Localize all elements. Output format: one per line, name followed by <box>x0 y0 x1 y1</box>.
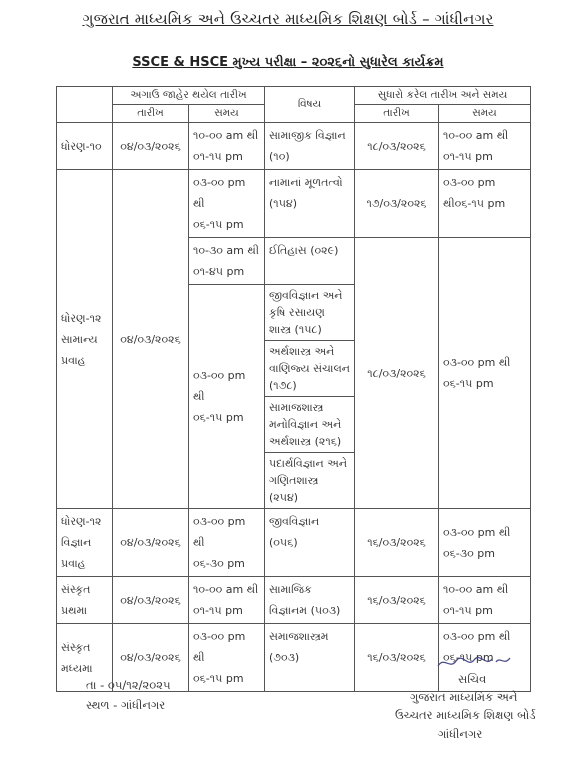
new-time-cell: ૧૦-૦૦ am થી ૦૧-૧૫ pm <box>439 577 531 624</box>
subject-entry: પદાર્થવિજ્ઞાન અને ગણિતશાસ્ત્ર (૨૫૪) <box>269 457 348 504</box>
old-time-cell: ૧૦-૩૦ am થી ૦૧-૪૫ pm <box>189 238 265 285</box>
header-new-group: સુધારો કરેલ તારીખ અને સમય <box>355 87 531 105</box>
issue-place: સ્થળ - ગાંધીનગર <box>86 698 166 712</box>
org-line-2: ઉચ્ચતર માધ્યમિક શિક્ષણ બોર્ડ <box>395 708 536 722</box>
standard-cell: સંસ્કૃત પ્રથમા <box>57 577 113 624</box>
header-old-group: અગાઉ જાહેર થયેલ તારીખ <box>113 87 265 105</box>
header-subject: વિષય <box>265 87 355 123</box>
header-new-date: તારીખ <box>355 105 439 123</box>
old-time-cell: ૧૦-૦૦ am થી ૦૧-૧૫ pm <box>189 577 265 624</box>
new-date-cell: ૧૮/૦૩/૨૦૨૬ <box>355 123 439 170</box>
old-date-cell: ૦૪/૦૩/૨૦૨૬ <box>113 577 189 624</box>
subject-entry: સામાજશાસ્ત્ર મનોવિજ્ઞાન અને અર્થશાસ્ત્ર (૨૧૬) <box>265 397 354 453</box>
subject-cell: જીવવિજ્ઞાન (૦૫૬) <box>265 509 355 577</box>
table-header-row <box>57 87 531 105</box>
old-date-cell: ૦૪/૦૩/૨૦૨૬ <box>113 624 189 692</box>
org-line-3: ગાંધીનગર <box>438 727 483 741</box>
table-row <box>57 509 531 577</box>
table-row <box>57 577 531 624</box>
subject-cell: સમાજશાસ્ત્રમ (૭૦૩) <box>265 624 355 692</box>
old-time-cell: ૦૩-૦૦ pm થી ૦૬-૧૫ pm <box>189 285 265 509</box>
subject-entry: જીવવિજ્ઞાન અને કૃષિ રસાયણ શાસ્ત્ર (૧૫૮) <box>265 285 354 341</box>
page-title: ગુજરાત માધ્યમિક અને ઉચ્ચતર માધ્યમિક શિક્ષણ બોર્ડ – ગાંધીનગર <box>82 10 494 28</box>
signer-title: સચિવ <box>458 672 487 686</box>
new-date-cell: ૧૬/૦૩/૨૦૨૬ <box>355 624 439 692</box>
org-line-1: ગુજરાત માધ્યમિક અને <box>410 690 518 704</box>
subject-cell <box>265 285 355 509</box>
subject-cell: ઈતિહાસ (૦૨૯) <box>265 238 355 285</box>
subject-cell: સામાજિક વિજ્ઞાનમ (૫૦૩) <box>265 577 355 624</box>
header-new-time: સમય <box>439 105 531 123</box>
new-date-cell: ૧૬/૦૩/૨૦૨૬ <box>355 509 439 577</box>
old-date-cell: ૦૪/૦૩/૨૦૨૬ <box>113 170 189 509</box>
old-time-cell: ૦૩-૦૦ pm થી ૦૬-૧૫ pm <box>189 170 265 238</box>
old-time-cell: ૧૦-૦૦ am થી ૦૧-૧૫ pm <box>189 123 265 170</box>
exam-schedule-table <box>56 86 531 692</box>
old-time-cell: ૦૩-૦૦ pm થી ૦૬-૧૫ pm <box>189 624 265 692</box>
header-standard <box>57 87 113 123</box>
new-time-cell: ૦૩-૦૦ pm થી ૦૬-૩૦ pm <box>439 509 531 577</box>
header-old-time: સમય <box>189 105 265 123</box>
old-date-cell: ૦૪/૦૩/૨૦૨૬ <box>113 509 189 577</box>
old-time-cell: ૦૩-૦૦ pm થી ૦૬-૩૦ pm <box>189 509 265 577</box>
standard-cell: ધોરણ-૧૨ સામાન્ય પ્રવાહ <box>57 170 113 509</box>
new-time-cell: ૦૩-૦૦ pm થી ૦૬-૧૫ pm <box>439 238 531 509</box>
subject-cell: સામાજીક વિજ્ઞાન (૧૦) <box>265 123 355 170</box>
standard-cell: સંસ્કૃત મધ્યમા <box>57 624 113 692</box>
standard-cell: ધોરણ-૧૦ <box>57 123 113 170</box>
new-date-cell: ૧૭/૦૩/૨૦૨૬ <box>355 170 439 238</box>
new-time-cell: ૦૩-૦૦ pm થી૦૬-૧૫ pm <box>439 170 531 238</box>
standard-cell: ધોરણ-૧૨ વિજ્ઞાન પ્રવાહ <box>57 509 113 577</box>
new-time-cell: ૧૦-૦૦ am થી ૦૧-૧૫ pm <box>439 123 531 170</box>
subject-cell: નામાનાં મૂળતત્વો (૧૫૪) <box>265 170 355 238</box>
new-date-cell: ૧૮/૦૩/૨૦૨૬ <box>355 238 439 509</box>
page-subtitle: SSCE & HSCE મુખ્ય પરીક્ષા – ૨૦૨૬નો સુધારેલ કાર્યક્રમ <box>132 55 444 70</box>
new-time-cell: ૦૩-૦૦ pm થી ૦૬-૧૫ pm <box>439 624 531 692</box>
header-old-date: તારીખ <box>113 105 189 123</box>
table-row <box>57 170 531 238</box>
new-date-cell: ૧૬/૦૩/૨૦૨૬ <box>355 577 439 624</box>
subject-entry: અર્થશાસ્ત્ર અને વાણિજ્ય સંચાલન (૧૭૮) <box>265 341 354 397</box>
old-date-cell: ૦૪/૦૩/૨૦૨૬ <box>113 123 189 170</box>
handwritten-signature <box>436 652 516 674</box>
table-row <box>57 123 531 170</box>
issue-date: તા - ૦૫/૧૨/૨૦૨૫ <box>86 678 171 692</box>
